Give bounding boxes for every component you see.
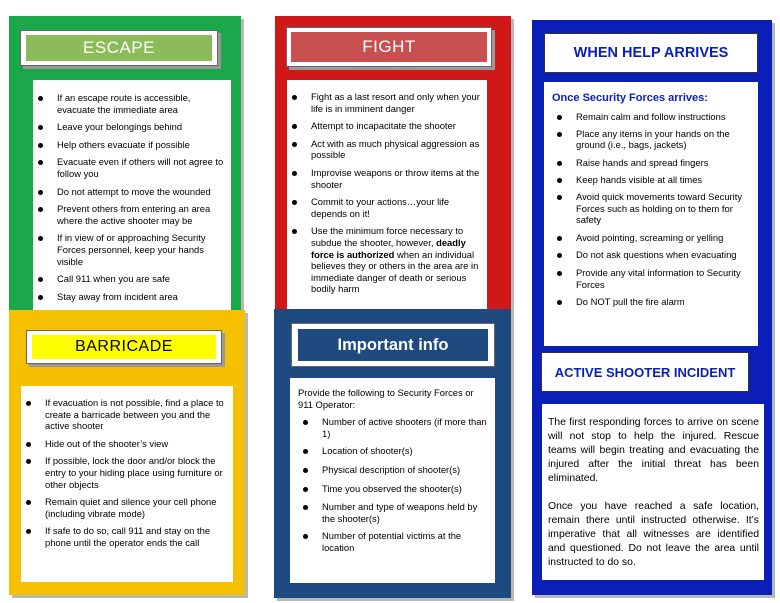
list-item: Number of active shooters (if more than 1) <box>298 416 489 439</box>
list-item: Physical description of shooter(s) <box>298 464 489 476</box>
help-title-box <box>544 33 758 73</box>
important-title-box <box>291 323 495 367</box>
list-item: Prevent others from entering an area where the active shooter may be <box>33 203 225 226</box>
list-item: Number of potential victims at the location <box>298 530 489 553</box>
list-item: Call 911 when you are safe <box>33 273 225 285</box>
list-item: Help others evacuate if possible <box>33 139 225 151</box>
incident-title: ACTIVE SHOOTER INCIDENT <box>554 364 736 380</box>
list-item: Avoid quick movements toward Security Forces such as holding on to them for safety <box>552 191 754 226</box>
fight-title-box <box>286 27 492 67</box>
fight-title: FIGHT <box>362 37 416 56</box>
list-item: Use the minimum force necessary to subdue the shooter, however, deadly force is authorized when an individual believes they or others in the area are in immediate danger of death or serious bodily harm <box>287 225 481 295</box>
list-item: Remain calm and follow instructions <box>552 111 754 123</box>
help-panel <box>532 20 772 346</box>
list-item: If in view of or approaching Security Forces personnel, keep your hands visible <box>33 232 225 267</box>
list-item: Do NOT pull the fire alarm <box>552 296 754 308</box>
list-item: Number and type of weapons held by the shooter(s) <box>298 501 489 524</box>
list-item: Place any items in your hands on the ground (i.e., bags, jackets) <box>552 128 754 151</box>
list-item: Evacuate even if others will not agree to follow you <box>33 156 225 179</box>
list-item: If safe to do so, call 911 and stay on the phone until the operator ends the call <box>21 525 227 548</box>
list-item: Keep hands visible at all times <box>552 174 754 186</box>
list-item: Do not ask questions when evacuating <box>552 249 754 261</box>
incident-paragraph-2: Once you have reached a safe location, remain there until instructed otherwise. It’s imperative that all witnesses are identified and questioned. Do not leave the area until instructed to do so. <box>548 501 759 568</box>
escape-content <box>33 80 231 316</box>
list-item: If evacuation is not possible, find a place to create a barricade between you and the active shooter <box>21 397 227 432</box>
list-item: If possible, lock the door and/or block the entry to your hiding place using furniture or other objects <box>21 455 227 490</box>
fight-content <box>287 80 487 312</box>
escape-title-box <box>20 30 218 66</box>
escape-list <box>33 92 225 302</box>
important-content <box>290 378 495 583</box>
important-panel <box>274 309 511 598</box>
list-item: Commit to your actions…your life depends on it! <box>287 196 481 219</box>
incident-title-box <box>541 352 749 392</box>
list-item: Remain quiet and silence your cell phone (including vibrate mode) <box>21 496 227 519</box>
list-item: Time you observed the shooter(s) <box>298 483 489 495</box>
list-item: Location of shooter(s) <box>298 445 489 457</box>
list-item: If an escape route is accessible, evacuate the immediate area <box>33 92 225 115</box>
help-subtitle: Once Security Forces arrives: <box>552 92 708 104</box>
list-item: Hide out of the shooter’s view <box>21 438 227 450</box>
important-intro: Provide the following to Security Forces or 911 Operator: <box>298 387 474 410</box>
fight-list <box>287 91 481 295</box>
escape-title: ESCAPE <box>83 38 155 57</box>
list-item: Fight as a last resort and only when your life is in imminent danger <box>287 91 481 114</box>
help-content <box>544 82 758 346</box>
important-list <box>298 416 489 553</box>
incident-content <box>542 404 764 580</box>
help-list <box>552 111 754 308</box>
barricade-content <box>21 386 233 582</box>
list-item: Do not attempt to move the wounded <box>33 186 225 198</box>
barricade-list <box>21 397 227 549</box>
barricade-title-box <box>26 330 222 364</box>
incident-paragraph-1: The first responding forces to arrive on scene will not stop to help the injured. Rescue teams will begin treating and evacuating the injured after the initial threat has been eliminated. <box>548 417 759 484</box>
list-item: Act with as much physical aggression as possible <box>287 138 481 161</box>
incident-panel <box>532 346 772 595</box>
list-item: Avoid pointing, screaming or yelling <box>552 232 754 244</box>
list-item: Raise hands and spread fingers <box>552 157 754 169</box>
list-item: Attempt to incapacitate the shooter <box>287 120 481 132</box>
list-item: Leave your belongings behind <box>33 121 225 133</box>
important-title: Important info <box>337 335 449 354</box>
help-title: WHEN HELP ARRIVES <box>573 45 729 61</box>
barricade-title: BARRICADE <box>75 338 173 355</box>
list-item: Stay away from incident area <box>33 291 225 303</box>
list-item: Improvise weapons or throw items at the shooter <box>287 167 481 190</box>
list-item: Provide any vital information to Security Forces <box>552 267 754 290</box>
